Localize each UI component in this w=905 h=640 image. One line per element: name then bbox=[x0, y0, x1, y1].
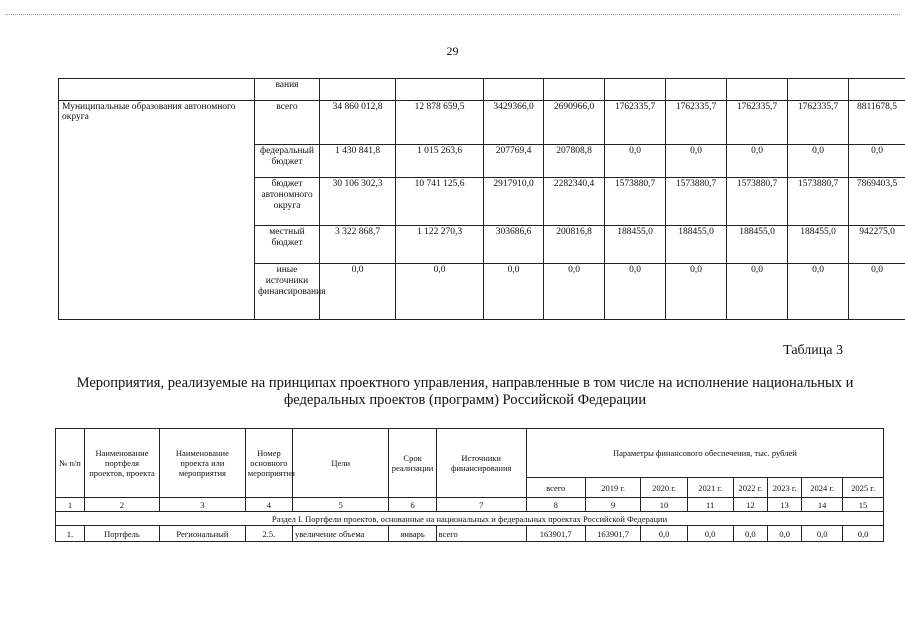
col-number: 4 bbox=[245, 498, 292, 512]
cell: 0,0 bbox=[727, 264, 788, 320]
row-label: федеральный бюджет bbox=[255, 145, 320, 178]
cell: 1 015 263,6 bbox=[396, 145, 484, 178]
scan-edge-line bbox=[5, 14, 900, 15]
cell: 0,0 bbox=[849, 145, 905, 178]
cell: 0,0 bbox=[733, 526, 767, 542]
cell: 0,0 bbox=[605, 145, 666, 178]
col-number: 12 bbox=[733, 498, 767, 512]
cell: 1 430 841,8 bbox=[320, 145, 396, 178]
col-number: 2 bbox=[84, 498, 159, 512]
header-year: 2023 г. bbox=[767, 478, 801, 498]
col-number: 7 bbox=[436, 498, 526, 512]
col-number: 9 bbox=[585, 498, 641, 512]
cell: 0,0 bbox=[666, 145, 727, 178]
section-title: Раздел I. Портфели проектов, основанные на национальных и федеральных проектах Российской Федерации bbox=[56, 512, 884, 526]
header-sources: Источники финансирования bbox=[436, 429, 526, 498]
cell: 188455,0 bbox=[605, 226, 666, 264]
row-source: всего bbox=[436, 526, 526, 542]
cell: 0,0 bbox=[320, 264, 396, 320]
cell: 200816,8 bbox=[544, 226, 605, 264]
header-year: 2020 г. bbox=[641, 478, 687, 498]
cell: 0,0 bbox=[484, 264, 544, 320]
cell: 1573880,7 bbox=[605, 178, 666, 226]
cell: 0,0 bbox=[843, 526, 884, 542]
row-period: январь bbox=[389, 526, 436, 542]
cell: 188455,0 bbox=[727, 226, 788, 264]
cell: 7869403,5 bbox=[849, 178, 905, 226]
cell: 0,0 bbox=[849, 264, 905, 320]
cell: 1 122 270,3 bbox=[396, 226, 484, 264]
cell: 303686,6 bbox=[484, 226, 544, 264]
header-year: 2022 г. bbox=[733, 478, 767, 498]
cell: 1762335,7 bbox=[727, 101, 788, 145]
cell: 0,0 bbox=[605, 264, 666, 320]
header-project: Наименование проекта или мероприятия bbox=[160, 429, 246, 498]
col-number: 10 bbox=[641, 498, 687, 512]
row-portfolio: Портфель bbox=[84, 526, 159, 542]
page-number: 29 bbox=[446, 44, 459, 58]
cell: 0,0 bbox=[544, 264, 605, 320]
cell: 2690966,0 bbox=[544, 101, 605, 145]
cell: 34 860 012,8 bbox=[320, 101, 396, 145]
cell: 207808,8 bbox=[544, 145, 605, 178]
cell: 12 878 659,5 bbox=[396, 101, 484, 145]
table-title: Мероприятия, реализуемые на принципах проектного управления, направленные в том числе на исполнение национальных и федеральных проектов (программ) Российской Федерации bbox=[76, 375, 854, 408]
header-year: всего bbox=[526, 478, 585, 498]
cell: 1573880,7 bbox=[666, 178, 727, 226]
row-label: иные источники финансирования bbox=[255, 264, 320, 320]
col-number: 13 bbox=[767, 498, 801, 512]
cell: 0,0 bbox=[687, 526, 733, 542]
cell: 163901,7 bbox=[526, 526, 585, 542]
cell: 30 106 302,3 bbox=[320, 178, 396, 226]
projects-table bbox=[55, 428, 884, 542]
col-number: 11 bbox=[687, 498, 733, 512]
cell: 0,0 bbox=[788, 145, 849, 178]
cell: 10 741 125,6 bbox=[396, 178, 484, 226]
cell: 0,0 bbox=[802, 526, 843, 542]
col-number: 15 bbox=[843, 498, 884, 512]
cell: 1573880,7 bbox=[727, 178, 788, 226]
cell: 3 322 868,7 bbox=[320, 226, 396, 264]
col-number: 14 bbox=[802, 498, 843, 512]
cell: 942275,0 bbox=[849, 226, 905, 264]
row-goal: увеличение объема bbox=[292, 526, 389, 542]
cell: 207769,4 bbox=[484, 145, 544, 178]
col-number: 1 bbox=[56, 498, 85, 512]
top-cell: вания bbox=[255, 79, 320, 101]
header-num: № п/п bbox=[56, 429, 85, 498]
cell: 2917910,0 bbox=[484, 178, 544, 226]
cell: 188455,0 bbox=[788, 226, 849, 264]
cell: 1762335,7 bbox=[788, 101, 849, 145]
cell: 0,0 bbox=[788, 264, 849, 320]
header-year: 2024 г. bbox=[802, 478, 843, 498]
cell: 0,0 bbox=[641, 526, 687, 542]
cell: 0,0 bbox=[666, 264, 727, 320]
row-num: 1. bbox=[56, 526, 85, 542]
row-main-number: 2.5. bbox=[245, 526, 292, 542]
cell: 0,0 bbox=[727, 145, 788, 178]
cell: 0,0 bbox=[767, 526, 801, 542]
row-label: местный бюджет bbox=[255, 226, 320, 264]
col-number: 5 bbox=[292, 498, 389, 512]
header-year: 2021 г. bbox=[687, 478, 733, 498]
cell: 0,0 bbox=[396, 264, 484, 320]
cell: 1762335,7 bbox=[666, 101, 727, 145]
cell: 3429366,0 bbox=[484, 101, 544, 145]
cell: 163901,7 bbox=[585, 526, 641, 542]
cell: 1762335,7 bbox=[605, 101, 666, 145]
col-number: 6 bbox=[389, 498, 436, 512]
header-params: Параметры финансового обеспечения, тыс. рублей bbox=[526, 429, 883, 478]
row-project: Региональный bbox=[160, 526, 246, 542]
row-label: всего bbox=[255, 101, 320, 145]
header-year: 2025 г. bbox=[843, 478, 884, 498]
header-portfolio: Наименование портфеля проектов, проекта bbox=[84, 429, 159, 498]
entity-name: Муниципальные образования автономного округа bbox=[59, 101, 255, 320]
col-number: 8 bbox=[526, 498, 585, 512]
table-label: Таблица 3 bbox=[783, 343, 843, 358]
header-year: 2019 г. bbox=[585, 478, 641, 498]
cell: 2282340,4 bbox=[544, 178, 605, 226]
header-period: Срок реализации bbox=[389, 429, 436, 498]
row-label: бюджет автономного округа bbox=[255, 178, 320, 226]
cell: 1573880,7 bbox=[788, 178, 849, 226]
cell: 8811678,5 bbox=[849, 101, 905, 145]
cell: 188455,0 bbox=[666, 226, 727, 264]
header-main-number: Номер основного мероприятия bbox=[245, 429, 292, 498]
funding-table-continued bbox=[58, 78, 905, 320]
col-number: 3 bbox=[160, 498, 246, 512]
header-goals: Цели bbox=[292, 429, 389, 498]
